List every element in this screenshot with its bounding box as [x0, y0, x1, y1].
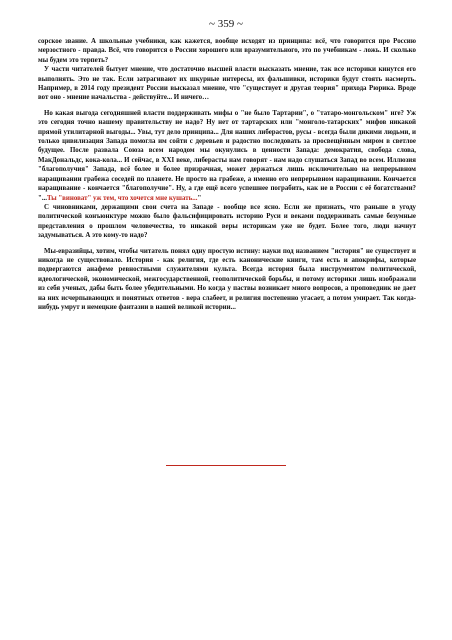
paragraph-4: С чиновниками, держащими свои счета на Западе - вообще все ясно. Если же признать, что раньше в угоду политической конъюнктуре можно было фальсифицировать историю Руси и веками поддерживать самые безумные представления о прошлом человечества, то никакой веры историкам уже не будет. Более того, люди начнут задумываться. А это кому-то надо? [38, 203, 416, 240]
paragraph-2: У части читателей бытует мнение, что достаточно высшей власти высказать мнение, так все историки кинутся его выполнять. Это не так. Если затрагивают их шкурные интересы, их фальшивки, историки будут стоять насмерть. Например, в 2014 году президент России высказал мнение, что "существует и другая теория" прихода Рюрика. Вроде вот оно - мнение начальства - действуйте... И ничего… [38, 66, 416, 102]
paragraph-1: сорское звание. А школьные учебники, как кажется, вообще исходят из принципа: всё, что говорится про Россию мерзостного - правда. Всё, что говорится о России хорошего или вразумительного, это по учебникам - ложь. И сколько мы будем это терпеть? [38, 38, 416, 64]
page-number: ~ 359 ~ [209, 18, 243, 30]
section-divider [166, 465, 286, 466]
paragraph-5: Мы-евразийцы, хотим, чтобы читатель понял одну простую истину: науки под названием "история" не существует и никогда не существовало. История - как религия, где есть канонические книги, там есть и апокрифы, которые подвергаются анафеме ревностными служителями культа. Всегда история была инструментом политической, идеологической, экономической, межгосударственной, геополитической борьбы, и потому историки лишь изображали из себя ученых, дабы быть более убедительными. Но когда у паствы возникает много вопросов, а проповедник не дает на них исчерпывающих и понятных ответов - вера слабеет, и религия постепенно угасает, а потом умирает. Так когда-нибудь умрут и немецкие фантазии в нашей великой истории... [38, 247, 416, 311]
paragraph-3-text: Но какая выгода сегодняшней власти поддерживать мифы о "не было Тартарии", о "татаро-монгольском" иге? Уж это сегодня точно нашему правительству не надо? Ну нет от тартарских или "монголо-татарских" мифов никакой прямой утилитарной выгоды... Увы, тут дело принципа... Для наших либерастов, русы - всегда были дикими людьми, и только цивилизация Запада помогла им сойти с деревьев и радостно последовать за просвещённым миром в светлое будущее. После развала Союза всем народом мы окунулись в ценности Запада: демократия, свобода слова, МакДональдс, кока-кола... И сейчас, в XXI веке, либерасты нам говорят - нам надо слушаться Запад во всем. Иллюзия "благополучия" Запада, всё более и более призрачная, может держаться лишь исключительно на непрерывном наращивании грабежа соседей по планете. Не просто на грабеже, а именно его непрерывном наращивании. Кончается наращивание - кончается "благополучие". Ну, а где ещё всего успешнее пограбить, как не в России с её богатствами? "... [38, 109, 416, 202]
red-quote: Ты "виноват" уж тем, что хочется мне кушать... [47, 194, 198, 202]
paragraph-3 [38, 109, 416, 203]
paragraph-3-tail: " [197, 194, 202, 202]
body-text [38, 37, 416, 312]
